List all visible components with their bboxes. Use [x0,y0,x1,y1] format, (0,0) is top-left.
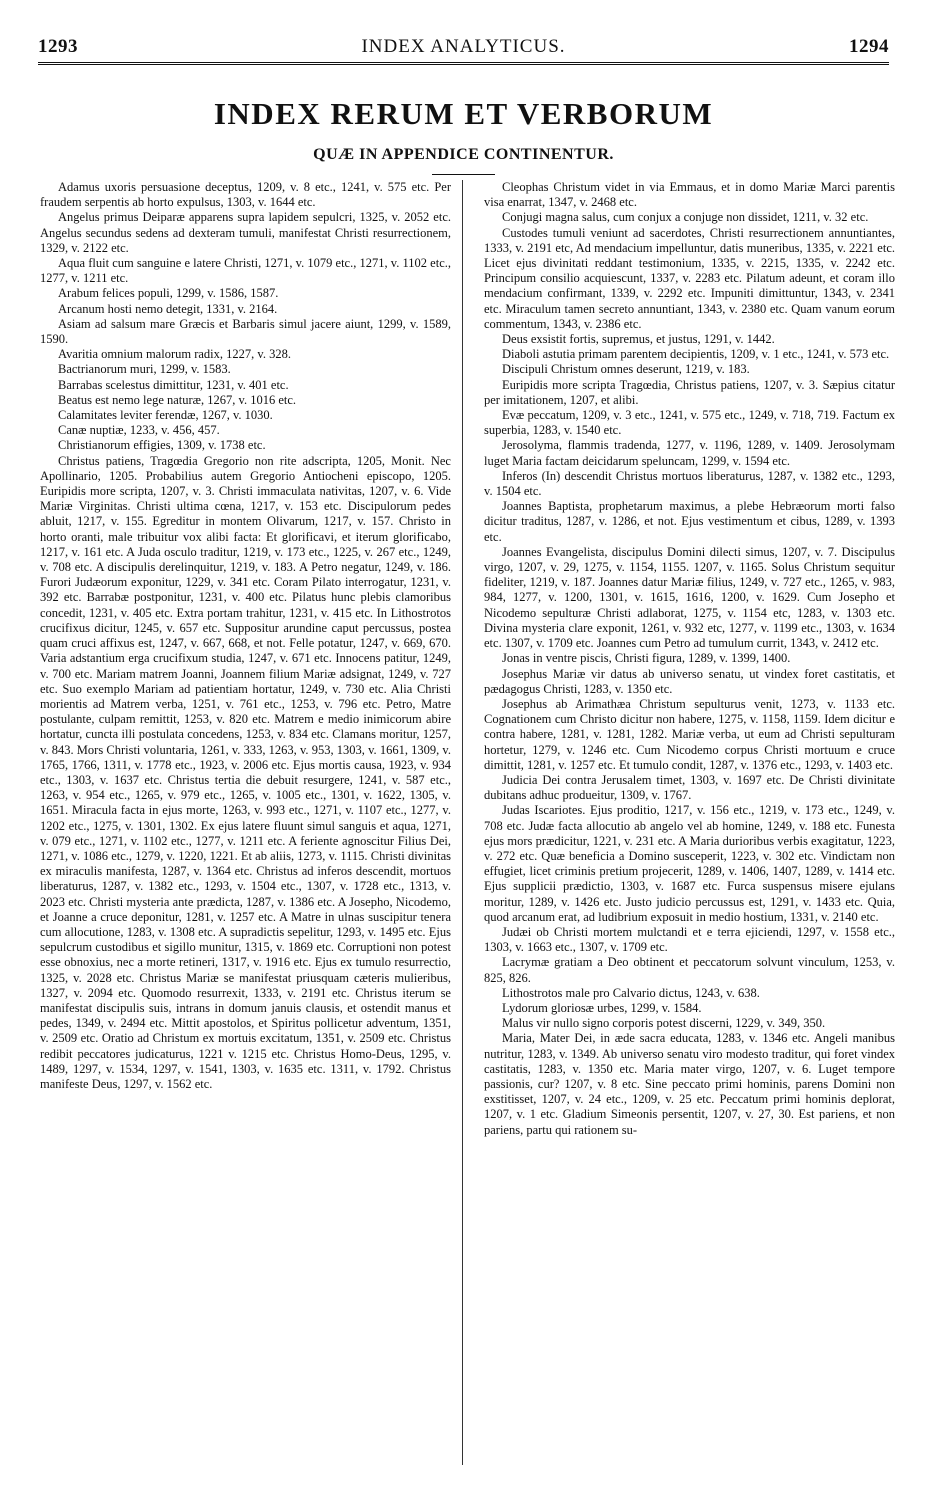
index-entry: Arcanum hosti nemo detegit, 1331, v. 2164. [58,301,278,316]
index-entry: Jerosolyma, flammis tradenda, 1277, v. 1196, 1289, v. 1409. Jerosolymam luget Maria factam deicidarum speluncam, 1299, v. 1594 etc. [484,438,895,468]
index-entry: Beatus est nemo lege naturæ, 1267, v. 1016 etc. [58,392,297,407]
index-entry: Malus vir nullo signo corporis potest discerni, 1229, v. 349, 350. [502,1016,826,1031]
index-entry: Lydorum gloriosæ urbes, 1299, v. 1584. [502,1000,702,1015]
index-entry: Calamitates leviter ferendæ, 1267, v. 1030. [58,408,273,423]
index-entry: Euripidis more scripta Tragœdia, Christus patiens, 1207, v. 3. Sæpius citatur per imitationem, 1207, et alibi. [484,377,895,407]
header-rule [38,62,889,67]
index-entry: Asiam ad salsum mare Græcis et Barbaris simul jacere aiunt, 1299, v. 1589, 1590. [40,316,451,347]
index-entry: Cleophas Christum videt in via Emmaus, et in domo Mariæ Marci parentis visa enarrat, 1347, v. 2468 etc. [484,180,895,210]
index-entry: Deus exsistit fortis, supremus, et justus, 1291, v. 1442. [502,332,775,347]
running-title: INDEX ANALYTICUS. [361,36,566,57]
index-entry: Diaboli astutia primam parentem decipientis, 1209, v. 1 etc., 1241, v. 573 etc. [502,347,890,362]
index-entry: Adamus uxoris persuasione deceptus, 1209, v. 8 etc., 1241, v. 575 etc. Per fraudem serpentis ab horto expulsus, 1303, v. 1644 etc. [40,180,451,210]
page-number-right: 1294 [849,36,889,57]
running-head [38,36,889,58]
index-entry: Judas Iscariotes. Ejus proditio, 1217, v. 156 etc., 1219, v. 173 etc., 1249, v. 708 etc. Judæ facta allocutio ab angelo vel ab homine, 1249, v. 188 etc. Funesta ejus mors prædicitur, 1221, v. 231 etc. A Maria durioribus verbis exagitatur, 1223, v. 272 etc. Quæ beneficia a Domino susceperit, 1223, v. 302 etc. Vindictam non effugiet, licet criminis pretium projecerit, 1289, v. 1406, 1407, 1289, v. 1414 etc. Ejus supplicii prædictio, 1303, v. 1687 etc. Furca suspensus misere ejulans moritur, 1289, v. 1426 etc. Justo judicio percussus est, 1291, v. 1433 etc. Quia, quod arcanum erat, ad ludibrium exposuit in medio hostium, 1331, v. 2140 etc. [484,803,895,924]
index-entry: Bactrianorum muri, 1299, v. 1583. [58,362,231,377]
index-entry: Christus patiens, Tragœdia Gregorio non rite adscripta, 1205, Monit. Nec Apollinario, 1205. Probabilius autem Gregorio Antiocheni episcopo, 1205. Euripidis more scripta, 1207, v. 3. Christi immaculata nativitas, 1207, v. 6. Vide Mariæ Virginitas. Christi ultima cœna, 1217, v. 153 etc. Discipulorum pedes abluit, 1217, v. 155. Egreditur in montem Olivarum, 1217, v. 157. Christo in horto oranti, male tribuitur vox alibi facta: Et glorificavi, et iterum glorificabo, 1217, v. 161 etc. A Juda osculo traditur, 1219, v. 173 etc., 1225, v. 267 etc., 1249, v. 708 etc. A discipulis derelinquitur, 1219, v. 183. A Petro negatur, 1249, v. 186. Furori Judæorum exponitur, 1229, v. 341 etc. Coram Pilato interrogatur, 1231, v. 392 etc. Barrabæ postponitur, 1231, v. 400 etc. Pilatus hunc plebis clamoribus concedit, 1231, v. 405 etc. Extra portam trahitur, 1231, v. 415 etc. In Lithostrotos crucifixus dicitur, 1245, v. 657 etc. Suppositur arundine caput percussus, postea quam cruci affixus est, 1247, v. 667, 668, et not. Felle potatur, 1247, v. 669, 670. Varia adstantium erga crucifixum studia, 1247, v. 671 etc. Innocens patitur, 1249, v. 700 etc. Mariam matrem Joanni, Joannem filium Mariæ adsignat, 1249, v. 727 etc. Suo exemplo Mariam ad patientiam hortatur, 1249, v. 730 etc. Alia Christi morientis ad Matrem verba, 1251, v. 761 etc., 1253, v. 796 etc. Petro, Matre postulante, culpam remittit, 1253, v. 820 etc. Matrem e medio inimicorum abire hortatur, cuncta illi postulata concedens, 1253, v. 834 etc. Clamans moritur, 1257, v. 843. Mors Christi voluntaria, 1261, v. 333, 1263, v. 953, 1303, v. 1661, 1309, v. 1765, 1766, 1311, v. 1778 etc., 1923, v. 2006 etc. Ejus mortis causa, 1923, v. 934 etc., 1303, v. 1637 etc. Christus tertia die debuit resurgere, 1241, v. 587 etc., 1263, v. 954 etc., 1265, v. 979 etc., 1265, v. 1005 etc., 1301, v. 1622, 1305, v. 1651. Miracula facta in ejus morte, 1263, v. 993 etc., 1271, v. 1107 etc., 1277, v. 1202 etc., 1275, v. 1301, 1302. Ex ejus latere fluunt simul sanguis et aqua, 1271, v. 079 etc., 1271, v. 1102 etc., 1277, v. 1211 etc. A feriente agnoscitur Filius Dei, 1271, v. 1086 etc., 1279, v. 1220, 1221. Et ab aliis, 1273, v. 1115. Christi divinitas ex miraculis manifesta, 1287, v. 1364 etc. Christus ad inferos descendit, mortuos liberaturus, 1287, v. 1382 etc., 1293, v. 1504 etc., 1307, v. 1728 etc., 1313, v. 2023 etc. Christi mysteria ante prædicta, 1287, v. 1386 etc. A Josepho, Nicodemo, et Joanne a cruce deponitur, 1281, v. 1257 etc. A Matre in ulnas suscipitur tenera cum allocutione, 1283, v. 1308 etc. A supradictis sepelitur, 1293, v. 1495 etc. Ejus sepulcrum custodibus et sigillo munitur, 1315, v. 1869 etc. Corruptioni non potest esse obnoxius, nec a morte retineri, 1317, v. 1916 etc. Ejus ex tumulo resurrectio, 1325, v. 2028 etc. Christus Mariæ se manifestat priusquam cæteris mulieribus, 1327, v. 2094 etc. Quomodo resurrexit, 1333, v. 2191 etc. Christus iterum se manifestat discipulis suis, intrans in domum januis clausis, et ostendit manus et pedes, 1349, v. 2494 etc. Mittit apostolos, et Spiritus pollicetur adventum, 1351, v. 2509 etc. Oratio ad Christum ex mortuis excitatum, 1351, v. 2509 etc. Christus redibit peccatores judicaturus, 1221 v. 1215 etc. Christus Homo-Deus, 1295, v. 1489, 1297, v. 1534, 1297, v. 1541, 1303, v. 1635 etc. 1311, v. 1792. Christus manifeste Deus, 1297, v. 1562 etc. [40,453,451,1091]
index-entry: Arabum felices populi, 1299, v. 1586, 1587. [58,286,279,301]
index-entry: Conjugi magna salus, cum conjux a conjuge non dissidet, 1211, v. 32 etc. [502,210,869,225]
index-entry: Angelus primus Deiparæ apparens supra lapidem sepulcri, 1325, v. 2052 etc. Angelus secundus sedens ad dexteram tumuli, manifestat Christi resurrectionem, 1329, v. 2122 etc. [40,210,451,255]
index-entry: Evæ peccatum, 1209, v. 3 etc., 1241, v. 575 etc., 1249, v. 718, 719. Factum ex superbia, 1283, v. 1540 etc. [484,408,895,438]
index-entry: Christianorum effigies, 1309, v. 1738 etc. [58,438,266,453]
index-entry: Inferos (In) descendit Christus mortuos liberaturus, 1287, v. 1382 etc., 1293, v. 1504 etc. [484,468,895,499]
right-column [484,180,895,1470]
index-entry: Lithostrotos male pro Calvario dictus, 1243, v. 638. [502,985,760,1000]
index-entry: Barrabas scelestus dimittitur, 1231, v. 401 etc. [58,377,289,392]
index-entry: Maria, Mater Dei, in æde sacra educata, 1283, v. 1346 etc. Angeli manibus nutritur, 1283, v. 1349. Ab universo senatu viro modesto traditur, qui foret vindex castitatis, 1283, v. 1350 etc. Maria mater virgo, 1207, v. 6. Luget tempore passionis, cur? 1207, v. 8 etc. Sine peccato primi hominis, parens Domini non exstitisset, 1207, v. 24 etc., 1209, v. 25 etc. Peccatum primi hominis deplorat, 1207, v. 1 etc. Gladium Simeonis persentit, 1207, v. 27, 30. Est pariens, et non pariens, partu qui rationem su- [484,1031,895,1137]
left-column [40,180,451,1470]
index-entry: Aqua fluit cum sanguine e latere Christi, 1271, v. 1079 etc., 1271, v. 1102 etc., 1277, v. 1211 etc. [40,256,451,286]
page-number-left: 1293 [38,36,78,57]
index-entry: Judæi ob Christi mortem mulctandi et e terra ejiciendi, 1297, v. 1558 etc., 1303, v. 1663 etc., 1307, v. 1709 etc. [484,924,895,955]
index-entry: Jonas in ventre piscis, Christi figura, 1289, v. 1399, 1400. [502,651,791,666]
index-entry: Judicia Dei contra Jerusalem timet, 1303, v. 1697 etc. De Christi divinitate dubitans adhuc produeitur, 1309, v. 1767. [484,772,895,803]
page-title: INDEX RERUM ET VERBORUM [213,96,714,131]
index-entry: Joannes Baptista, prophetarum maximus, a plebe Hebræorum morti falso dicitur traditus, 1287, v. 1286, et not. Ejus vestimentum et cibus, 1289, v. 1393 etc. [484,499,895,544]
index-entry: Canæ nuptiæ, 1233, v. 456, 457. [58,423,220,438]
index-entry: Josephus ab Arimathæa Christum sepulturus venit, 1273, v. 1133 etc. Cognationem cum Christo dicitur non habere, 1275, v. 1158, 1159. Idem dicitur e contra habere, 1281, v. 1281, 1282. Mariæ verba, ut eum ad Christi sepulturam hortetur, 1279, v. 1246 etc. Cum Nicodemo corpus Christi mortuum e cruce dimittit, 1281, v. 1257 etc. Et tumulo condit, 1287, v. 1376 etc., 1293, v. 1403 etc. [484,696,895,772]
page-subtitle: QUÆ IN APPENDICE CONTINENTUR. [313,146,614,163]
index-entry: Lacrymæ gratiam a Deo obtinent et peccatorum solvunt vinculum, 1253, v. 825, 826. [484,955,895,985]
index-entry: Joannes Evangelista, discipulus Domini dilecti simus, 1207, v. 7. Discipulus virgo, 1207, v. 29, 1275, v. 1154, 1155. 1207, v. 1165. Solus Christum sequitur fideliter, 1219, v. 187. Joannes datur Mariæ filius, 1249, v. 727 etc., 1265, v. 983, 984, 1277, v. 1200, 1301, v. 1615, 1616, 1200, v. 1629. Cum Josepho et Nicodemo sepulturæ Christi adlaborat, 1275, v. 1154 etc, 1283, v. 1303 etc. Divina mysteria clare exponit, 1261, v. 932 etc, 1277, v. 1199 etc., 1303, v. 1634 etc. 1307, v. 1709 etc. Joannes cum Petro ad tumulum currit, 1343, v. 2412 etc. [484,544,895,651]
index-entry: Custodes tumuli veniunt ad sacerdotes, Christi resurrectionem annuntiantes, 1333, v. 2191 etc, Ad mendacium impelluntur, datis muneribus, 1335, v. 2221 etc. Licet ejus divinitati reddant testimonium, 1335, v. 2215, 1335, v. 2242 etc. Principum consilio acquiescunt, 1337, v. 2283 etc. Pilatum adeunt, et coram illo mendacium confirmant, 1339, v. 2292 etc. Impuniti dimittuntur, 1343, v. 2341 etc. Miraculum tamen secreto annuntiant, 1343, v. 2380 etc. Quam vanum eorum commentum, 1343, v. 2386 etc. [484,225,895,331]
index-entry: Avaritia omnium malorum radix, 1227, v. 328. [58,347,291,362]
index-entry: Josephus Mariæ vir datus ab universo senatu, ut vindex foret castitatis, et pædagogus Christi, 1283, v. 1350 etc. [484,666,895,696]
column-divider [462,180,463,1465]
subtitle-rule [432,174,495,175]
index-entry: Discipuli Christum omnes deserunt, 1219, v. 183. [502,362,750,377]
